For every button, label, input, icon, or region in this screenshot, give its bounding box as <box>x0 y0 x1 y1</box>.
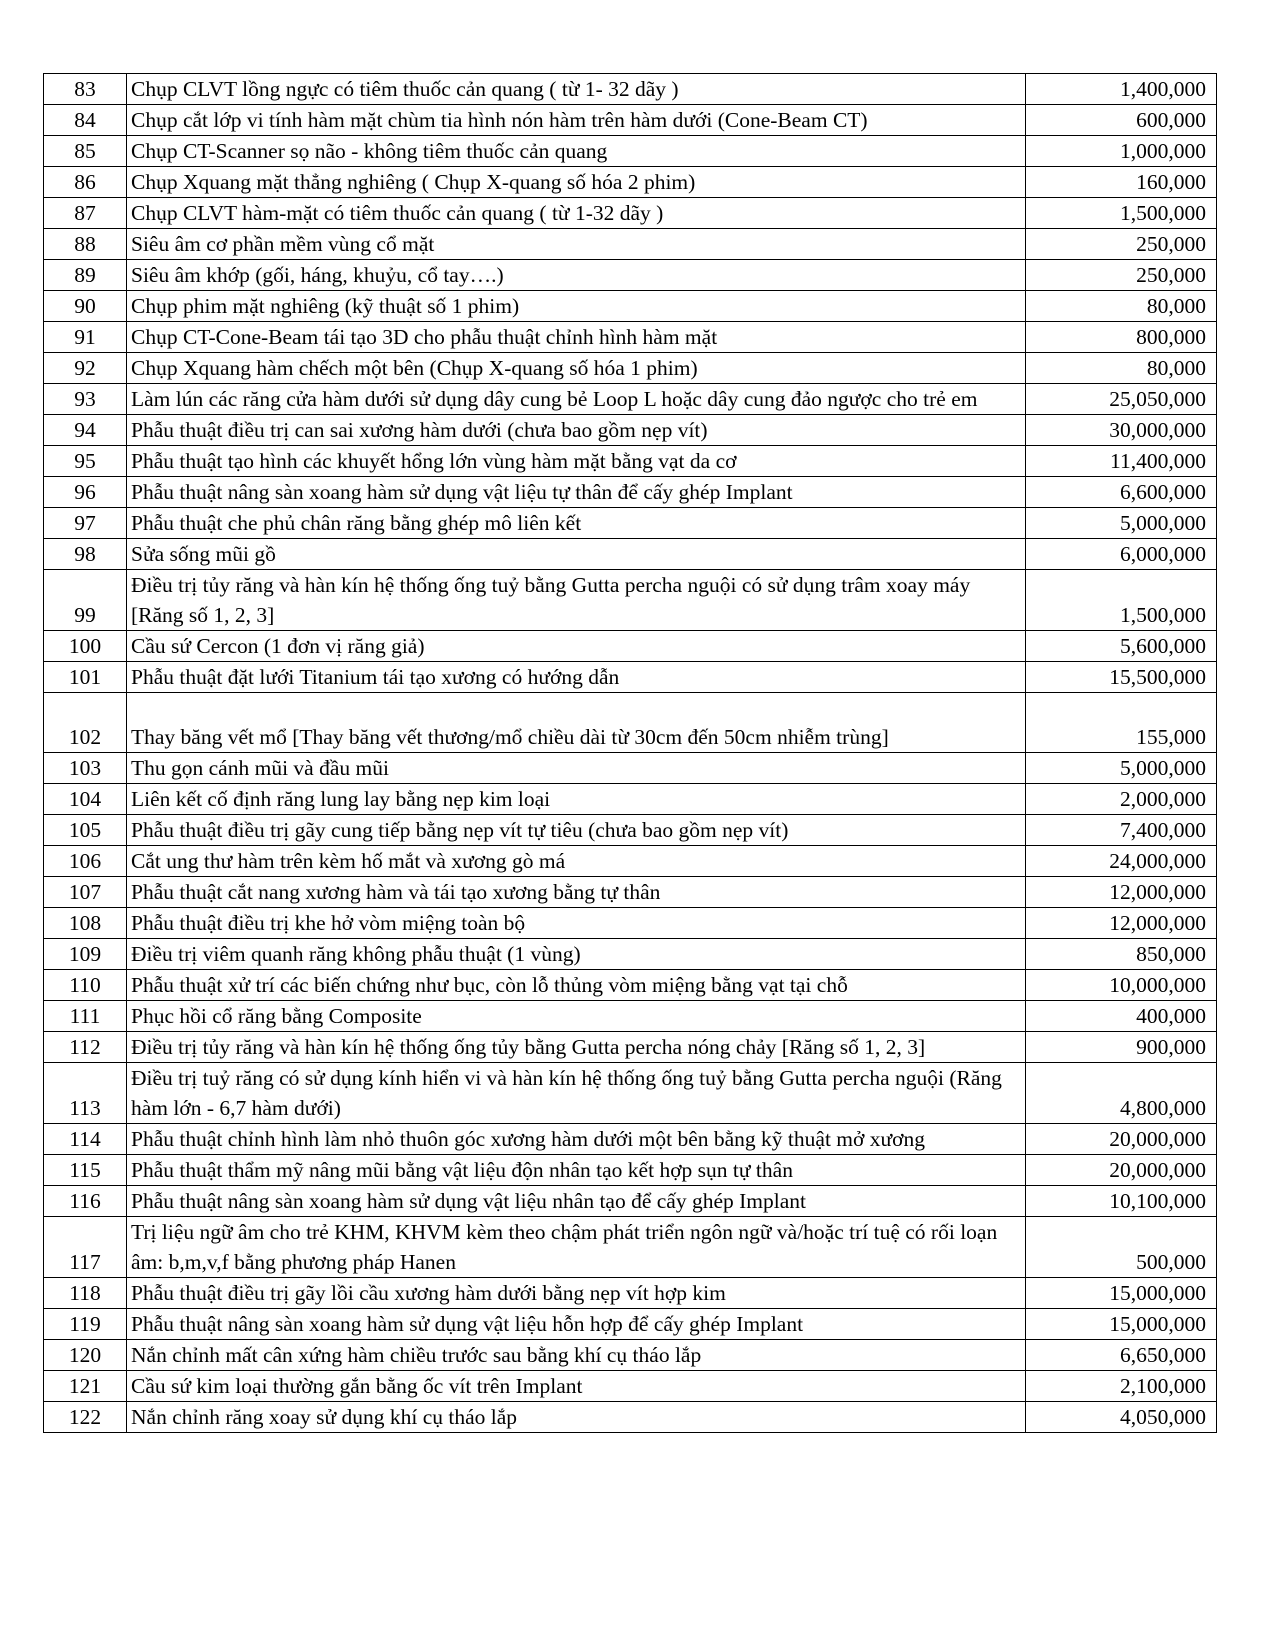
table-row <box>44 631 1217 662</box>
service-price: 6,000,000 <box>1026 539 1217 570</box>
service-price: 30,000,000 <box>1026 415 1217 446</box>
row-number: 95 <box>44 446 127 477</box>
table-row <box>44 1001 1217 1032</box>
service-price: 250,000 <box>1026 229 1217 260</box>
row-number: 91 <box>44 322 127 353</box>
service-name: Làm lún các răng cửa hàm dưới sử dụng dây cung bẻ Loop L hoặc dây cung đảo ngược cho trẻ em <box>127 384 1026 415</box>
row-number: 86 <box>44 167 127 198</box>
service-price: 10,000,000 <box>1026 970 1217 1001</box>
table-row <box>44 1155 1217 1186</box>
service-price: 600,000 <box>1026 105 1217 136</box>
service-name: Điều trị tủy răng và hàn kín hệ thống ống tuỷ bằng Gutta percha nguội có sử dụng trâm xoay máy [Răng số 1, 2, 3] <box>127 570 1026 631</box>
service-price: 11,400,000 <box>1026 446 1217 477</box>
table-row <box>44 1402 1217 1433</box>
table-row <box>44 322 1217 353</box>
table-row <box>44 1217 1217 1278</box>
price-table <box>43 73 1217 1433</box>
table-row <box>44 229 1217 260</box>
service-price: 24,000,000 <box>1026 846 1217 877</box>
row-number: 122 <box>44 1402 127 1433</box>
service-name: Phẫu thuật đặt lưới Titanium tái tạo xương có hướng dẫn <box>127 662 1026 693</box>
service-name: Chụp CT-Cone-Beam tái tạo 3D cho phẫu thuật chỉnh hình hàm mặt <box>127 322 1026 353</box>
service-name: Chụp CT-Scanner sọ não - không tiêm thuốc cản quang <box>127 136 1026 167</box>
service-name: Phẫu thuật nâng sàn xoang hàm sử dụng vật liệu nhân tạo để cấy ghép Implant <box>127 1186 1026 1217</box>
service-price: 20,000,000 <box>1026 1155 1217 1186</box>
service-name: Phẫu thuật tạo hình các khuyết hổng lớn vùng hàm mặt bằng vạt da cơ <box>127 446 1026 477</box>
service-name: Nắn chỉnh mất cân xứng hàm chiều trước sau bằng khí cụ tháo lắp <box>127 1340 1026 1371</box>
service-name: Điều trị tuỷ răng có sử dụng kính hiển vi và hàn kín hệ thống ống tuỷ bằng Gutta percha nguội (Răng hàm lớn - 6,7 hàm dưới) <box>127 1063 1026 1124</box>
table-row <box>44 508 1217 539</box>
service-price: 80,000 <box>1026 353 1217 384</box>
row-number: 90 <box>44 291 127 322</box>
service-price: 1,400,000 <box>1026 74 1217 105</box>
service-price: 25,050,000 <box>1026 384 1217 415</box>
service-name: Điều trị viêm quanh răng không phẫu thuật (1 vùng) <box>127 939 1026 970</box>
service-name: Liên kết cố định răng lung lay bằng nẹp kim loại <box>127 784 1026 815</box>
service-name: Phẫu thuật cắt nang xương hàm và tái tạo xương bằng tự thân <box>127 877 1026 908</box>
table-row <box>44 353 1217 384</box>
service-name: Trị liệu ngữ âm cho trẻ KHM, KHVM kèm theo chậm phát triển ngôn ngữ và/hoặc trí tuệ có rối loạn âm: b,m,v,f bằng phương pháp Hanen <box>127 1217 1026 1278</box>
service-price: 500,000 <box>1026 1217 1217 1278</box>
row-number: 83 <box>44 74 127 105</box>
row-number: 121 <box>44 1371 127 1402</box>
table-row <box>44 198 1217 229</box>
service-price: 15,500,000 <box>1026 662 1217 693</box>
row-number: 88 <box>44 229 127 260</box>
service-name: Cầu sứ kim loại thường gắn bằng ốc vít trên Implant <box>127 1371 1026 1402</box>
service-price: 800,000 <box>1026 322 1217 353</box>
row-number: 113 <box>44 1063 127 1124</box>
table-row <box>44 877 1217 908</box>
table-row <box>44 815 1217 846</box>
table-row <box>44 908 1217 939</box>
service-name: Siêu âm khớp (gối, háng, khuỷu, cổ tay….) <box>127 260 1026 291</box>
table-row <box>44 260 1217 291</box>
table-row <box>44 1124 1217 1155</box>
row-number: 89 <box>44 260 127 291</box>
table-row <box>44 846 1217 877</box>
table-row <box>44 662 1217 693</box>
service-name: Cầu sứ Cercon (1 đơn vị răng giả) <box>127 631 1026 662</box>
service-name: Điều trị tủy răng và hàn kín hệ thống ống tủy bằng Gutta percha nóng chảy [Răng số 1, 2, 3] <box>127 1032 1026 1063</box>
service-price: 15,000,000 <box>1026 1278 1217 1309</box>
table-row <box>44 693 1217 753</box>
table-row <box>44 1032 1217 1063</box>
row-number: 115 <box>44 1155 127 1186</box>
service-price: 155,000 <box>1026 693 1217 753</box>
row-number: 100 <box>44 631 127 662</box>
service-price: 10,100,000 <box>1026 1186 1217 1217</box>
service-name: Phẫu thuật điều trị khe hở vòm miệng toàn bộ <box>127 908 1026 939</box>
service-name: Phẫu thuật thẩm mỹ nâng mũi bằng vật liệu độn nhân tạo kết hợp sụn tự thân <box>127 1155 1026 1186</box>
table-row <box>44 1278 1217 1309</box>
service-name: Phẫu thuật nâng sàn xoang hàm sử dụng vật liệu hỗn hợp để cấy ghép Implant <box>127 1309 1026 1340</box>
service-name: Thu gọn cánh mũi và đầu mũi <box>127 753 1026 784</box>
row-number: 94 <box>44 415 127 446</box>
table-row <box>44 291 1217 322</box>
table-row <box>44 477 1217 508</box>
service-name: Phẫu thuật xử trí các biến chứng như bục, còn lỗ thủng vòm miệng bằng vạt tại chỗ <box>127 970 1026 1001</box>
service-price: 1,500,000 <box>1026 570 1217 631</box>
table-row <box>44 1186 1217 1217</box>
service-price: 20,000,000 <box>1026 1124 1217 1155</box>
service-price: 250,000 <box>1026 260 1217 291</box>
service-price: 5,600,000 <box>1026 631 1217 662</box>
row-number: 85 <box>44 136 127 167</box>
row-number: 101 <box>44 662 127 693</box>
service-price: 4,800,000 <box>1026 1063 1217 1124</box>
table-row <box>44 1309 1217 1340</box>
row-number: 119 <box>44 1309 127 1340</box>
service-name: Phẫu thuật điều trị gãy cung tiếp bằng nẹp vít tự tiêu (chưa bao gồm nẹp vít) <box>127 815 1026 846</box>
service-name: Nắn chỉnh răng xoay sử dụng khí cụ tháo lắp <box>127 1402 1026 1433</box>
service-name: Cắt ung thư hàm trên kèm hố mắt và xương gò má <box>127 846 1026 877</box>
table-row <box>44 539 1217 570</box>
service-price: 12,000,000 <box>1026 877 1217 908</box>
row-number: 107 <box>44 877 127 908</box>
row-number: 108 <box>44 908 127 939</box>
row-number: 104 <box>44 784 127 815</box>
table-row <box>44 970 1217 1001</box>
service-name: Phẫu thuật điều trị gãy lồi cầu xương hàm dưới bằng nẹp vít hợp kim <box>127 1278 1026 1309</box>
row-number: 105 <box>44 815 127 846</box>
service-price: 4,050,000 <box>1026 1402 1217 1433</box>
service-name: Siêu âm cơ phần mềm vùng cổ mặt <box>127 229 1026 260</box>
service-name: Thay băng vết mổ [Thay băng vết thương/mổ chiều dài từ 30cm đến 50cm nhiễm trùng] <box>127 693 1026 753</box>
row-number: 84 <box>44 105 127 136</box>
service-price: 2,000,000 <box>1026 784 1217 815</box>
table-row <box>44 1340 1217 1371</box>
row-number: 106 <box>44 846 127 877</box>
table-row <box>44 105 1217 136</box>
table-row <box>44 446 1217 477</box>
service-price: 7,400,000 <box>1026 815 1217 846</box>
service-name: Phẫu thuật điều trị can sai xương hàm dưới (chưa bao gồm nẹp vít) <box>127 415 1026 446</box>
service-price: 160,000 <box>1026 167 1217 198</box>
table-row <box>44 167 1217 198</box>
row-number: 112 <box>44 1032 127 1063</box>
service-name: Chụp Xquang hàm chếch một bên (Chụp X-quang số hóa 1 phim) <box>127 353 1026 384</box>
row-number: 116 <box>44 1186 127 1217</box>
service-name: Chụp phim mặt nghiêng (kỹ thuật số 1 phim) <box>127 291 1026 322</box>
table-row <box>44 415 1217 446</box>
service-name: Chụp cắt lớp vi tính hàm mặt chùm tia hình nón hàm trên hàm dưới (Cone-Beam CT) <box>127 105 1026 136</box>
service-price: 850,000 <box>1026 939 1217 970</box>
row-number: 114 <box>44 1124 127 1155</box>
table-row <box>44 1063 1217 1124</box>
table-row <box>44 384 1217 415</box>
service-price: 12,000,000 <box>1026 908 1217 939</box>
row-number: 96 <box>44 477 127 508</box>
service-price: 400,000 <box>1026 1001 1217 1032</box>
table-row <box>44 939 1217 970</box>
table-row <box>44 570 1217 631</box>
row-number: 99 <box>44 570 127 631</box>
service-price: 6,600,000 <box>1026 477 1217 508</box>
service-price: 900,000 <box>1026 1032 1217 1063</box>
row-number: 110 <box>44 970 127 1001</box>
row-number: 111 <box>44 1001 127 1032</box>
table-row <box>44 1371 1217 1402</box>
service-name: Chụp Xquang mặt thẳng nghiêng ( Chụp X-quang số hóa 2 phim) <box>127 167 1026 198</box>
service-price: 1,000,000 <box>1026 136 1217 167</box>
row-number: 103 <box>44 753 127 784</box>
service-price: 1,500,000 <box>1026 198 1217 229</box>
service-price: 15,000,000 <box>1026 1309 1217 1340</box>
row-number: 92 <box>44 353 127 384</box>
row-number: 98 <box>44 539 127 570</box>
service-name: Sửa sống mũi gồ <box>127 539 1026 570</box>
service-name: Phẫu thuật chỉnh hình làm nhỏ thuôn góc xương hàm dưới một bên bằng kỹ thuật mở xương <box>127 1124 1026 1155</box>
row-number: 102 <box>44 693 127 753</box>
service-price: 80,000 <box>1026 291 1217 322</box>
table-row <box>44 136 1217 167</box>
row-number: 117 <box>44 1217 127 1278</box>
price-table-body <box>44 74 1217 1433</box>
row-number: 87 <box>44 198 127 229</box>
service-price: 6,650,000 <box>1026 1340 1217 1371</box>
row-number: 97 <box>44 508 127 539</box>
service-name: Phục hồi cổ răng bằng Composite <box>127 1001 1026 1032</box>
table-row <box>44 753 1217 784</box>
service-name: Chụp CLVT hàm-mặt có tiêm thuốc cản quang ( từ 1-32 dãy ) <box>127 198 1026 229</box>
service-name: Phẫu thuật nâng sàn xoang hàm sử dụng vật liệu tự thân để cấy ghép Implant <box>127 477 1026 508</box>
service-name: Chụp CLVT lồng ngực có tiêm thuốc cản quang ( từ 1- 32 dãy ) <box>127 74 1026 105</box>
row-number: 120 <box>44 1340 127 1371</box>
row-number: 93 <box>44 384 127 415</box>
service-price: 5,000,000 <box>1026 753 1217 784</box>
service-name: Phẫu thuật che phủ chân răng bằng ghép mô liên kết <box>127 508 1026 539</box>
table-row <box>44 784 1217 815</box>
row-number: 109 <box>44 939 127 970</box>
service-price: 5,000,000 <box>1026 508 1217 539</box>
table-row <box>44 74 1217 105</box>
service-price: 2,100,000 <box>1026 1371 1217 1402</box>
row-number: 118 <box>44 1278 127 1309</box>
